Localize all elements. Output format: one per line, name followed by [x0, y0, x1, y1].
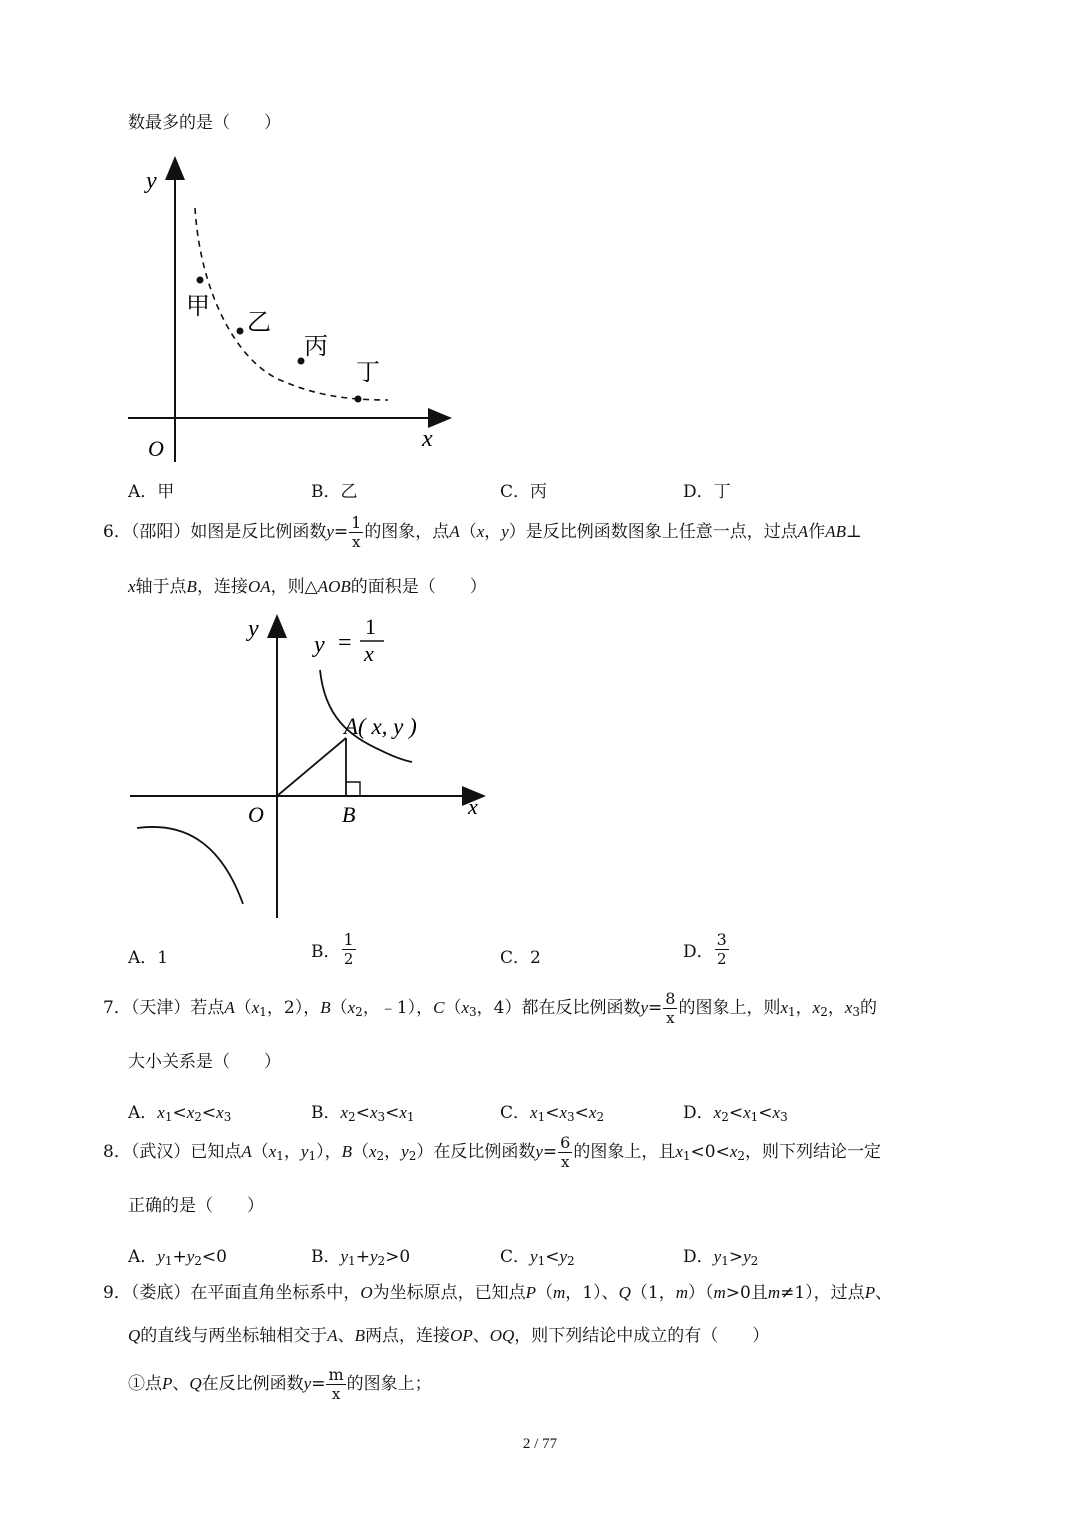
- q5-label-bing: 丙: [304, 334, 328, 360]
- q6-label-A: A( x, y ): [344, 714, 417, 739]
- q5-option-a: A．甲: [128, 482, 175, 502]
- q7-fraction: $\frac{8}{x}$: [665, 989, 676, 1027]
- q9-line2: Q的直线与两坐标轴相交于A、B两点，连接OP、OQ，则下列结论中成立的有（ ）: [128, 1326, 770, 1346]
- q7-option-d: D．$x_2<x_1<x_3$: [683, 1103, 788, 1124]
- q6-line1: 6．（邵阳）如图是反比例函数y= $\frac{1}{x}$ 的图象，点A（x，y）是反比例函数图象上任意一点，过点A作AB⊥: [103, 513, 862, 551]
- q6-y-label: y: [248, 616, 259, 642]
- q6-option-d: D． $\frac{3}{2}$: [683, 930, 727, 968]
- q5-label-jia: 甲: [186, 294, 210, 320]
- q7-option-a: A．$x_1<x_2<x_3$: [128, 1103, 232, 1124]
- q5-label-yi: 乙: [247, 310, 271, 336]
- q8-fraction: $\frac{6}{x}$: [560, 1133, 571, 1171]
- q6-label-B: B: [342, 802, 356, 827]
- q6-curve-num: 1: [365, 614, 376, 639]
- q6-origin-label: O: [248, 802, 264, 827]
- q6-figure: [120, 608, 500, 923]
- q6-option-c: C．2: [500, 948, 541, 968]
- q8-option-d: D．$y_1>y_2$: [683, 1247, 759, 1268]
- q5-point-ding: [355, 396, 362, 403]
- q6-curve-den: x: [364, 641, 374, 666]
- q8-option-c: C．$y_1<y_2$: [500, 1247, 575, 1268]
- q6-x-label: x: [468, 794, 478, 819]
- q7-option-c: C．$x_1<x_3<x_2$: [500, 1103, 605, 1124]
- q6-option-a: A．1: [128, 948, 169, 968]
- q5-option-b: B．乙: [311, 482, 358, 502]
- q8-option-a: A．$y_1+y_2<0$: [128, 1247, 227, 1268]
- q6-right-angle-mark: [346, 782, 360, 796]
- q7-line1: 7．（天津）若点$A(x_1$，2），$B(x_2$，﹣1），$C(x_3$，4）都在反比例函数y= $\frac{8}{x}$ 的图象上，则$x_1$，$x_2$，$x_3$的: [103, 989, 878, 1027]
- q6-branch-third-quadrant: [137, 827, 243, 904]
- page-number: 2 / 77: [522, 1436, 558, 1452]
- q5-option-d: D．丁: [683, 482, 731, 502]
- q7-line2: 大小关系是（ ）: [128, 1052, 281, 1072]
- q5-point-jia: [197, 277, 204, 284]
- q5-x-label: x: [422, 426, 433, 452]
- q6-fraction: $\frac{1}{x}$: [351, 513, 362, 551]
- q6-curve-eq: =: [338, 630, 352, 656]
- q9-statement-1: ①点P、Q在反比例函数y= $\frac{m}{x}$ 的图象上；: [128, 1365, 432, 1403]
- q6-line2: x轴于点B，连接OA，则△AOB的面积是（ ）: [128, 577, 487, 597]
- q6-option-b: B． $\frac{1}{2}$: [311, 930, 354, 968]
- q5-figure: [120, 150, 460, 465]
- q9-line1: 9．（娄底）在平面直角坐标系中，O为坐标原点，已知点P（m，1）、Q（1，m）（m>0且m≠1），过点P、: [103, 1283, 893, 1303]
- q6-segment-OA: [277, 738, 346, 796]
- q8-line1: 8．（武汉）已知点$A(x_1$，$y_1$），$B(x_2$，$y_2$）在反比例函数y= $\frac{6}{x}$ 的图象上，且$x_1<0<x_2$，则下列结论一定: [103, 1133, 882, 1171]
- q5-origin-label: O: [148, 436, 164, 461]
- q8-line2: 正确的是（ ）: [128, 1196, 264, 1216]
- q5-label-ding: 丁: [356, 360, 380, 386]
- q5-continuation: 数最多的是（ ）: [128, 113, 281, 133]
- q5-option-c: C．丙: [500, 482, 548, 502]
- q8-option-b: B．$y_1+y_2>0$: [311, 1247, 411, 1268]
- q6-curve-y: y: [314, 632, 325, 658]
- q5-y-label: y: [146, 168, 157, 194]
- q5-point-yi: [237, 328, 244, 335]
- q9-fraction: $\frac{m}{x}$: [328, 1365, 344, 1403]
- q7-option-b: B．$x_2<x_3<x_1$: [311, 1103, 415, 1124]
